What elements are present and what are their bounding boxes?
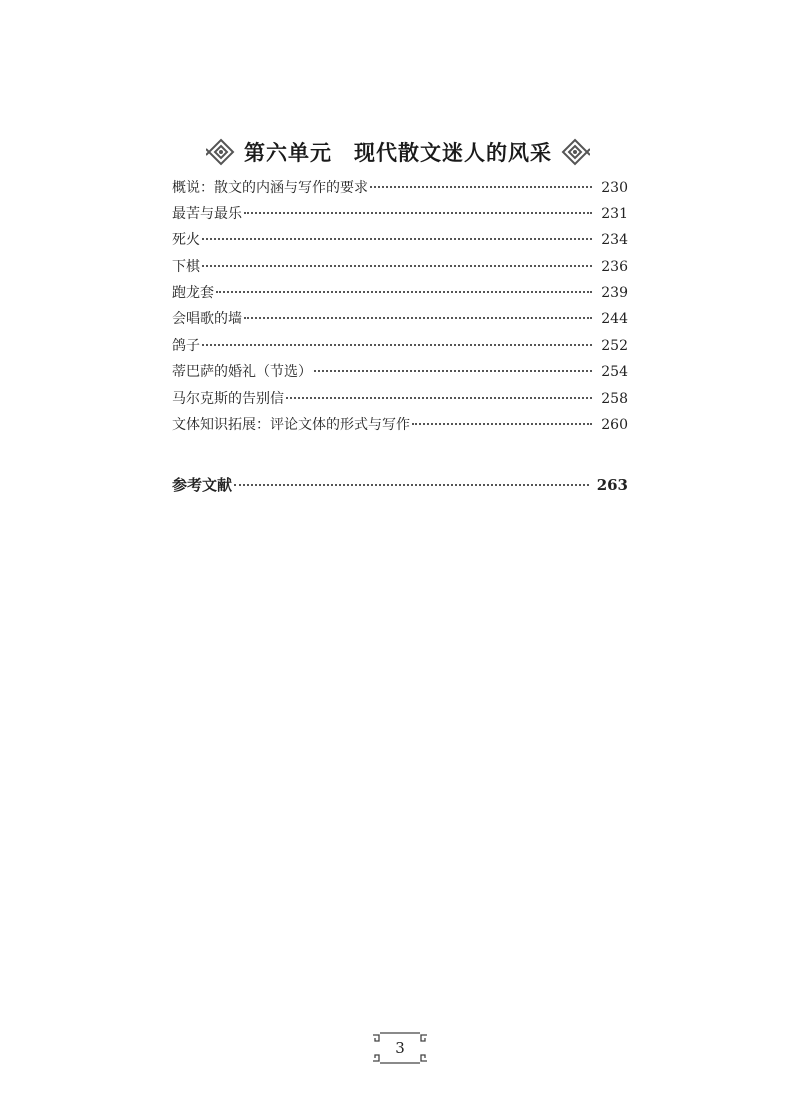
toc-entry-references[interactable] [172, 474, 628, 496]
toc-entry-page: 244 [601, 311, 628, 327]
dot-leader [244, 211, 592, 214]
toc-entry-title: 文体知识拓展：评论文体的形式与写作 [172, 417, 410, 433]
toc-entry-title: 下棋 [172, 259, 200, 275]
page-number-box [372, 1031, 428, 1065]
toc-entry[interactable] [172, 335, 628, 357]
dot-leader [412, 422, 592, 425]
references-page: 263 [596, 476, 628, 494]
toc-entry-title: 死火 [172, 232, 200, 248]
toc-entry-page: 239 [601, 285, 628, 301]
toc-entry-title: 会唱歌的墙 [172, 311, 242, 327]
dot-leader [202, 237, 592, 240]
dot-leader [202, 264, 592, 267]
toc-entry-page: 254 [601, 364, 628, 380]
right-ornament-icon [560, 137, 590, 167]
toc-entry[interactable] [172, 361, 628, 383]
page-number: 3 [395, 1039, 405, 1057]
dot-leader [286, 396, 592, 399]
toc-entry-title: 蒂巴萨的婚礼（节选） [172, 364, 312, 380]
toc-entry[interactable] [172, 282, 628, 304]
toc-entry[interactable] [172, 308, 628, 330]
section-title: 第六单元 现代散文迷人的风采 [244, 140, 552, 165]
toc-entry[interactable] [172, 229, 628, 251]
references-title: 参考文献 [172, 476, 233, 494]
toc-entry-page: 230 [601, 180, 628, 196]
toc-entry-page: 258 [601, 391, 628, 407]
toc-entry-title: 马尔克斯的告别信 [172, 391, 284, 407]
toc-entry-title: 概说：散文的内涵与写作的要求 [172, 180, 368, 196]
dot-leader [216, 290, 592, 293]
toc-entry-page: 231 [601, 206, 628, 222]
dot-leader [202, 343, 592, 346]
toc-entry[interactable] [172, 203, 628, 225]
toc-entry-title: 最苦与最乐 [172, 206, 242, 222]
toc-entry-page: 252 [601, 338, 628, 354]
toc-entry-title: 跑龙套 [172, 285, 214, 301]
dot-leader [370, 185, 592, 188]
left-ornament-icon [206, 137, 236, 167]
toc-entry[interactable] [172, 177, 628, 199]
toc-entry-page: 234 [601, 232, 628, 248]
toc-entry-title: 鸽子 [172, 338, 200, 354]
toc-entry[interactable] [172, 388, 628, 410]
dot-leader [234, 483, 589, 486]
toc-entry[interactable] [172, 256, 628, 278]
toc-entry-page: 260 [601, 417, 628, 433]
toc-entry[interactable] [172, 414, 628, 436]
dot-leader [244, 316, 592, 319]
dot-leader [314, 369, 592, 372]
toc-entry-page: 236 [601, 259, 628, 275]
section-heading [170, 132, 626, 172]
